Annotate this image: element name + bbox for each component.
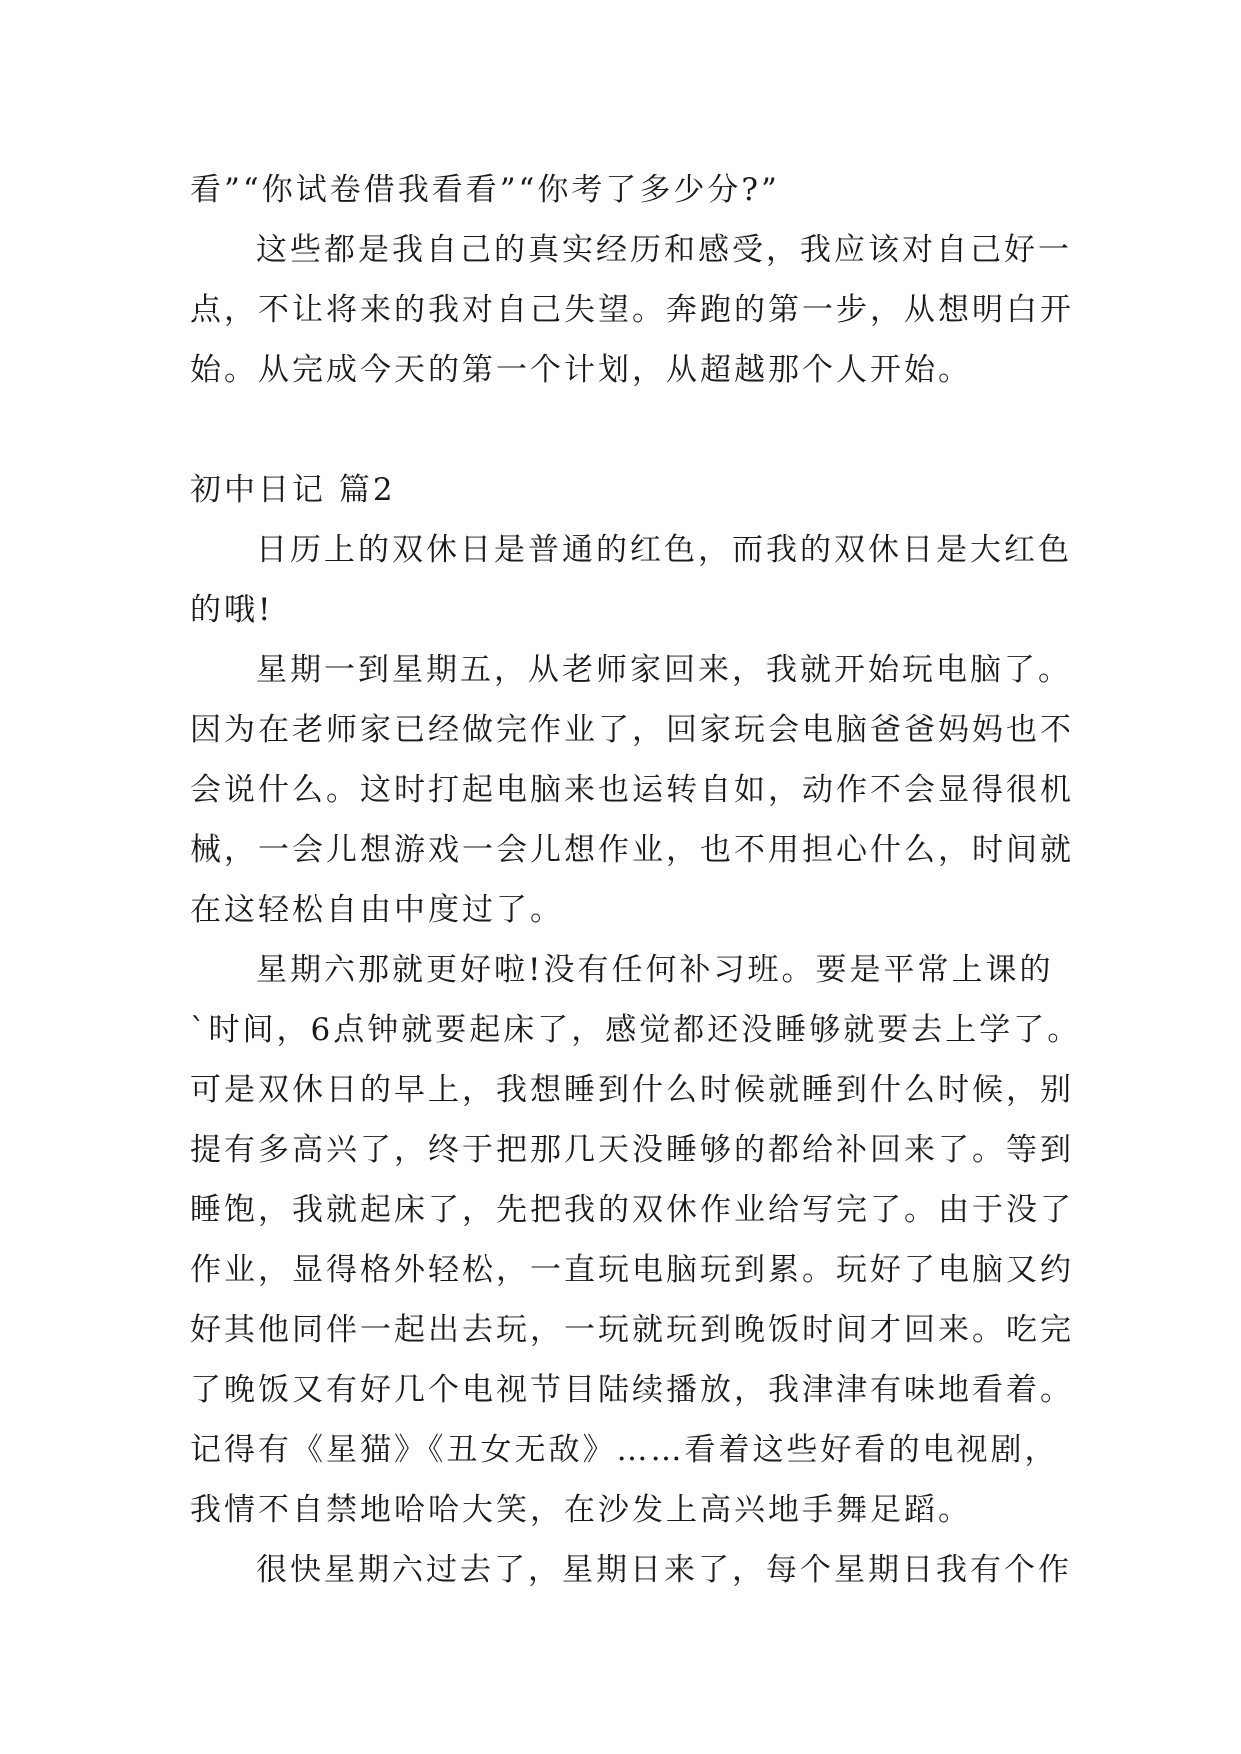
- text-line: 可是双休日的早上，我想睡到什么时候就睡到什么时候，别: [190, 1072, 1074, 1108]
- text-line: 械，一会儿想游戏一会儿想作业，也不用担心什么，时间就: [190, 832, 1074, 868]
- section-heading: 初中日记 篇2: [190, 472, 396, 508]
- text-line: 记得有《星猫》《丑女无敌》……看着这些好看的电视剧，: [190, 1432, 1059, 1468]
- text-line: 会说什么。这时打起电脑来也运转自如，动作不会显得很机: [190, 772, 1074, 808]
- text-line: 睡饱，我就起床了，先把我的双休作业给写完了。由于没了: [190, 1192, 1074, 1228]
- paragraph-first-line: 很快星期六过去了，星期日来了，每个星期日我有个作: [256, 1552, 1072, 1588]
- paragraph-first-line: 星期一到星期五，从老师家回来，我就开始玩电脑了。: [256, 652, 1072, 688]
- text-line: 的哦!: [190, 592, 274, 628]
- text-line: 我情不自禁地哈哈大笑，在沙发上高兴地手舞足蹈。: [190, 1492, 972, 1528]
- text-line: `时间，6点钟就要起床了，感觉都还没睡够就要去上学了。: [190, 1012, 1082, 1048]
- text-line: 了晚饭又有好几个电视节目陆续播放，我津津有味地看着。: [190, 1372, 1074, 1408]
- text-line: 因为在老师家已经做完作业了，回家玩会电脑爸爸妈妈也不: [190, 712, 1074, 748]
- document-body: [190, 160, 1082, 1600]
- text-line: 始。从完成今天的第一个计划，从超越那个人开始。: [190, 352, 972, 388]
- paragraph-first-line: 日历上的双休日是普通的红色，而我的双休日是大红色: [256, 532, 1072, 568]
- text-line: 看”“你试卷借我看看”“你考了多少分?”: [190, 172, 780, 208]
- paragraph-first-line: 星期六那就更好啦!没有任何补习班。要是平常上课的: [256, 952, 1054, 988]
- text-line: 好其他同伴一起出去玩，一玩就玩到晚饭时间才回来。吃完: [190, 1312, 1074, 1348]
- text-line: 点，不让将来的我对自己失望。奔跑的第一步，从想明白开: [190, 292, 1074, 328]
- paragraph-gap: [190, 400, 1070, 460]
- paragraph-first-line: 这些都是我自己的真实经历和感受，我应该对自己好一: [256, 232, 1072, 268]
- text-line: 提有多高兴了，终于把那几天没睡够的都给补回来了。等到: [190, 1132, 1074, 1168]
- text-line: 在这轻松自由中度过了。: [190, 892, 564, 928]
- text-line: 作业，显得格外轻松，一直玩电脑玩到累。玩好了电脑又约: [190, 1252, 1074, 1288]
